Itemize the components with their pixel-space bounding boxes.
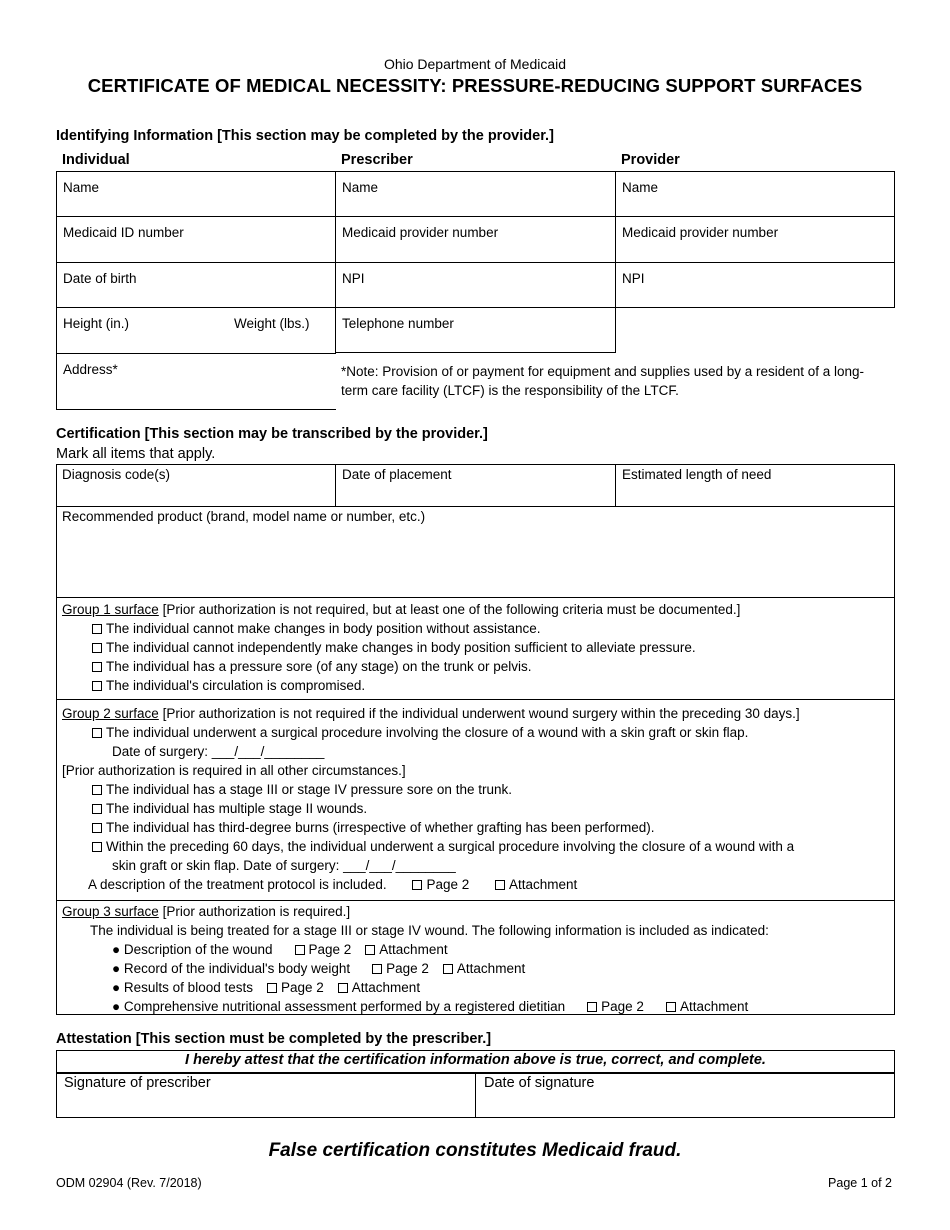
prescriber-npi-label: NPI	[342, 271, 365, 286]
individual-medicaid-id-label: Medicaid ID number	[63, 225, 184, 240]
provider-medicaid-number-field[interactable]	[615, 216, 895, 262]
checkbox[interactable]	[92, 624, 102, 634]
treatment-protocol-label: A description of the treatment protocol is included.	[88, 877, 387, 892]
treatment-protocol-row	[62, 875, 889, 894]
group2-date-of-surgery[interactable]: Date of surgery: ___/___/________	[112, 744, 325, 759]
individual-address-field[interactable]	[56, 353, 336, 410]
group1-item: The individual's circulation is compromised.	[62, 676, 889, 695]
certification-heading: Certification [This section may be transcribed by the provider.]	[56, 426, 488, 442]
date-of-placement-label: Date of placement	[342, 467, 452, 482]
signature-date-label: Date of signature	[484, 1075, 595, 1091]
group1-item: The individual cannot independently make changes in body position sufficient to alleviate pressure.	[62, 638, 889, 657]
group1-label: Group 1 surface	[62, 602, 159, 617]
form-title: CERTIFICATE OF MEDICAL NECESSITY: PRESSURE-REDUCING SUPPORT SURFACES	[87, 75, 863, 96]
checkbox[interactable]	[92, 823, 102, 833]
group2-item: The individual has a stage III or stage IV pressure sore on the trunk.	[62, 780, 889, 799]
checkbox[interactable]	[587, 1002, 597, 1012]
checkbox[interactable]	[92, 804, 102, 814]
attachment-option: Attachment	[509, 877, 578, 892]
checkbox[interactable]	[92, 785, 102, 795]
provider-npi-label: NPI	[622, 271, 645, 286]
diagnosis-field[interactable]	[56, 464, 336, 506]
column-provider: Provider	[621, 152, 680, 168]
checkbox[interactable]	[495, 880, 505, 890]
certification-instruction: Mark all items that apply.	[56, 446, 216, 462]
group3-label: Group 3 surface	[62, 904, 159, 919]
group2-surgery-item: The individual underwent a surgical procedure involving the closure of a wound with a skin graft or skin flap.	[62, 723, 889, 742]
page-number: Page 1 of 2	[828, 1176, 892, 1190]
checkbox[interactable]	[365, 945, 375, 955]
group2-continuation[interactable]: skin graft or skin flap. Date of surgery: ___/___/________	[112, 858, 456, 873]
prescriber-name-label: Name	[342, 180, 379, 195]
checkbox[interactable]	[92, 681, 102, 691]
page2-option: Page 2	[426, 877, 470, 892]
individual-name-label: Name	[63, 180, 100, 195]
column-prescriber: Prescriber	[341, 152, 413, 168]
group3-item: ● Record of the individual's body weight Page 2 Attachment	[112, 961, 526, 976]
prescriber-telephone-field[interactable]	[335, 307, 616, 353]
signature-label: Signature of prescriber	[64, 1075, 211, 1091]
group2-label: Group 2 surface	[62, 706, 159, 721]
checkbox[interactable]	[267, 983, 277, 993]
checkbox[interactable]	[295, 945, 305, 955]
group3-item: ● Comprehensive nutritional assessment performed by a registered dietitian Page 2 Attachment	[112, 999, 749, 1014]
group1-section	[56, 597, 895, 699]
checkbox[interactable]	[92, 728, 102, 738]
checkbox[interactable]	[372, 964, 382, 974]
height-label: Height (in.)	[63, 316, 130, 331]
provider-npi-field[interactable]	[615, 262, 895, 308]
checkbox[interactable]	[666, 1002, 676, 1012]
group3-note: [Prior authorization is required.]	[158, 904, 351, 919]
form-number: ODM 02904 (Rev. 7/2018)	[56, 1176, 202, 1190]
prescriber-medicaid-number-field[interactable]	[335, 216, 615, 262]
group2-item: The individual has third-degree burns (irrespective of whether grafting has been performed).	[62, 818, 889, 837]
address-label: Address*	[63, 362, 118, 377]
group2-item: The individual has multiple stage II wounds.	[62, 799, 889, 818]
prescriber-npi-field[interactable]	[335, 262, 615, 307]
provider-name-label: Name	[622, 180, 659, 195]
identifying-heading: Identifying Information [This section may be completed by the provider.]	[56, 128, 554, 144]
prescriber-telephone-label: Telephone number	[342, 316, 454, 331]
recommended-product-label: Recommended product (brand, model name or number, etc.)	[62, 509, 426, 524]
checkbox[interactable]	[338, 983, 348, 993]
group2-pa-required: [Prior authorization is required in all other circumstances.]	[62, 763, 406, 778]
checkbox[interactable]	[92, 842, 102, 852]
department-name: Ohio Department of Medicaid	[383, 56, 567, 72]
group1-item: The individual has a pressure sore (of any stage) on the trunk or pelvis.	[62, 657, 889, 676]
group1-item: The individual cannot make changes in body position without assistance.	[62, 619, 889, 638]
group3-intro: The individual is being treated for a stage III or stage IV wound. The following information is included as indicated:	[90, 923, 769, 938]
group3-section	[56, 900, 895, 1015]
length-of-need-field[interactable]	[615, 464, 895, 506]
date-of-placement-field[interactable]	[335, 464, 615, 506]
group2-section	[56, 699, 895, 900]
column-individual: Individual	[62, 152, 130, 168]
attestation-heading: Attestation [This section must be completed by the prescriber.]	[56, 1031, 492, 1047]
provider-medicaid-number-label: Medicaid provider number	[622, 225, 779, 240]
checkbox[interactable]	[92, 662, 102, 672]
ltcf-note: *Note: Provision of or payment for equipment and supplies used by a resident of a long-term care facility (LTCF) is the responsibility of the LTCF.	[341, 364, 865, 398]
weight-label: Weight (lbs.)	[234, 316, 310, 331]
attestation-statement: I hereby attest that the certification information above is true, correct, and complete.	[185, 1052, 766, 1068]
provider-name-field[interactable]	[615, 171, 895, 216]
fraud-notice: False certification constitutes Medicaid fraud.	[268, 1140, 682, 1161]
group2-note: [Prior authorization is not required if the individual underwent wound surgery within the preceding 30 days.]	[158, 706, 800, 721]
recommended-product-field[interactable]	[56, 506, 895, 597]
length-of-need-label: Estimated length of need	[622, 467, 772, 482]
signature-date-field[interactable]	[475, 1073, 895, 1118]
checkbox[interactable]	[92, 643, 102, 653]
group3-item: ● Description of the wound Page 2 Attachment	[112, 942, 448, 957]
prescriber-medicaid-number-label: Medicaid provider number	[342, 225, 499, 240]
checkbox[interactable]	[412, 880, 422, 890]
signature-field[interactable]	[56, 1073, 475, 1118]
group2-item: Within the preceding 60 days, the individual underwent a surgical procedure involving the closure of a wound with a	[62, 837, 889, 856]
diagnosis-label: Diagnosis code(s)	[62, 467, 171, 482]
group3-item: ● Results of blood tests Page 2 Attachment	[112, 980, 421, 995]
individual-dob-field[interactable]	[56, 262, 336, 307]
individual-medicaid-id-field[interactable]	[56, 216, 336, 262]
checkbox[interactable]	[443, 964, 453, 974]
individual-height-weight-field[interactable]	[56, 307, 336, 353]
individual-name-field[interactable]	[56, 171, 336, 216]
prescriber-name-field[interactable]	[335, 171, 615, 216]
individual-dob-label: Date of birth	[63, 271, 137, 286]
group1-note: [Prior authorization is not required, but at least one of the following criteria must be documented.]	[158, 602, 741, 617]
